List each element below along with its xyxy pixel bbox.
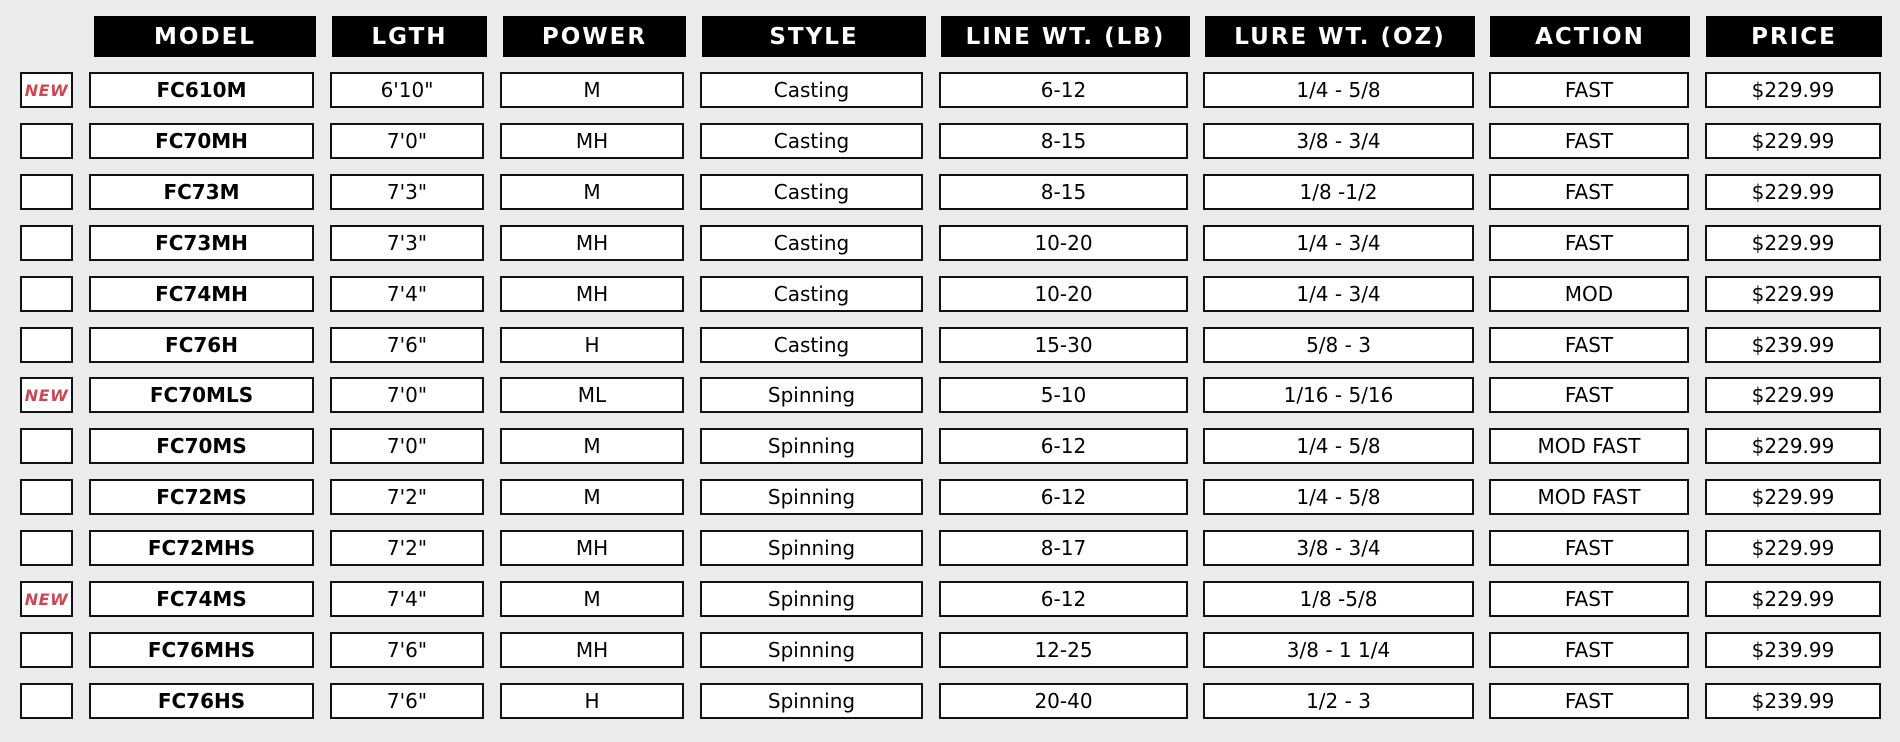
cell-action: FAST — [1489, 327, 1689, 363]
cell-power: M — [500, 479, 684, 515]
cell-model: FC72MS — [89, 479, 314, 515]
cell-price: $229.99 — [1705, 225, 1881, 261]
new-badge-cell — [20, 632, 73, 668]
cell-length: 7'2" — [330, 530, 484, 566]
column-header-model: MODEL — [94, 16, 316, 57]
cell-style: Spinning — [700, 530, 923, 566]
cell-style: Spinning — [700, 377, 923, 413]
column-header-line-wt: LINE WT. (LB) — [941, 16, 1190, 57]
cell-price: $229.99 — [1705, 479, 1881, 515]
cell-lure-wt: 3/8 - 1 1/4 — [1203, 632, 1474, 668]
cell-model: FC76MHS — [89, 632, 314, 668]
cell-price: $229.99 — [1705, 123, 1881, 159]
column-header-action: ACTION — [1490, 16, 1690, 57]
cell-power: MH — [500, 123, 684, 159]
new-badge-cell — [20, 327, 73, 363]
cell-model: FC70MH — [89, 123, 314, 159]
cell-model: FC73M — [89, 174, 314, 210]
new-badge-cell — [20, 174, 73, 210]
new-badge-cell — [20, 225, 73, 261]
cell-length: 7'2" — [330, 479, 484, 515]
cell-power: MH — [500, 632, 684, 668]
cell-line-wt: 15-30 — [939, 327, 1188, 363]
cell-line-wt: 12-25 — [939, 632, 1188, 668]
cell-action: FAST — [1489, 530, 1689, 566]
cell-line-wt: 10-20 — [939, 276, 1188, 312]
cell-action: FAST — [1489, 225, 1689, 261]
cell-style: Spinning — [700, 479, 923, 515]
column-header-price: PRICE — [1706, 16, 1882, 57]
cell-style: Spinning — [700, 428, 923, 464]
cell-price: $239.99 — [1705, 683, 1881, 719]
cell-model: FC610M — [89, 72, 314, 108]
cell-length: 7'6" — [330, 683, 484, 719]
cell-style: Casting — [700, 225, 923, 261]
cell-line-wt: 10-20 — [939, 225, 1188, 261]
cell-action: MOD — [1489, 276, 1689, 312]
cell-model: FC74MH — [89, 276, 314, 312]
cell-model: FC74MS — [89, 581, 314, 617]
cell-power: M — [500, 72, 684, 108]
cell-style: Casting — [700, 327, 923, 363]
cell-length: 7'3" — [330, 174, 484, 210]
cell-line-wt: 8-15 — [939, 123, 1188, 159]
cell-power: MH — [500, 276, 684, 312]
cell-style: Casting — [700, 72, 923, 108]
cell-style: Casting — [700, 174, 923, 210]
cell-price: $229.99 — [1705, 174, 1881, 210]
new-badge-cell — [20, 479, 73, 515]
cell-lure-wt: 1/8 -5/8 — [1203, 581, 1474, 617]
cell-length: 7'6" — [330, 632, 484, 668]
cell-line-wt: 8-17 — [939, 530, 1188, 566]
cell-price: $229.99 — [1705, 428, 1881, 464]
new-badge-cell — [20, 123, 73, 159]
new-badge-cell: NEW — [20, 377, 73, 413]
cell-lure-wt: 1/4 - 3/4 — [1203, 225, 1474, 261]
new-badge-cell: NEW — [20, 581, 73, 617]
cell-length: 7'6" — [330, 327, 484, 363]
cell-price: $229.99 — [1705, 530, 1881, 566]
cell-lure-wt: 1/2 - 3 — [1203, 683, 1474, 719]
cell-lure-wt: 1/8 -1/2 — [1203, 174, 1474, 210]
cell-price: $239.99 — [1705, 632, 1881, 668]
cell-action: FAST — [1489, 72, 1689, 108]
new-badge-cell — [20, 530, 73, 566]
cell-model: FC72MHS — [89, 530, 314, 566]
cell-action: FAST — [1489, 581, 1689, 617]
cell-length: 7'0" — [330, 428, 484, 464]
cell-power: M — [500, 428, 684, 464]
cell-price: $229.99 — [1705, 276, 1881, 312]
cell-length: 7'3" — [330, 225, 484, 261]
new-badge-cell — [20, 683, 73, 719]
cell-lure-wt: 5/8 - 3 — [1203, 327, 1474, 363]
cell-price: $229.99 — [1705, 377, 1881, 413]
cell-lure-wt: 1/4 - 5/8 — [1203, 428, 1474, 464]
cell-lure-wt: 1/4 - 5/8 — [1203, 72, 1474, 108]
cell-power: M — [500, 174, 684, 210]
cell-line-wt: 8-15 — [939, 174, 1188, 210]
cell-length: 7'4" — [330, 276, 484, 312]
cell-action: FAST — [1489, 174, 1689, 210]
cell-style: Spinning — [700, 683, 923, 719]
cell-action: FAST — [1489, 377, 1689, 413]
cell-model: FC76H — [89, 327, 314, 363]
cell-action: MOD FAST — [1489, 479, 1689, 515]
cell-line-wt: 5-10 — [939, 377, 1188, 413]
column-header-lure-wt: LURE WT. (OZ) — [1205, 16, 1475, 57]
cell-style: Spinning — [700, 581, 923, 617]
cell-length: 6'10" — [330, 72, 484, 108]
cell-lure-wt: 3/8 - 3/4 — [1203, 530, 1474, 566]
cell-lure-wt: 1/16 - 5/16 — [1203, 377, 1474, 413]
cell-line-wt: 6-12 — [939, 428, 1188, 464]
cell-length: 7'0" — [330, 377, 484, 413]
cell-lure-wt: 3/8 - 3/4 — [1203, 123, 1474, 159]
cell-price: $229.99 — [1705, 72, 1881, 108]
cell-power: MH — [500, 225, 684, 261]
cell-power: H — [500, 327, 684, 363]
cell-line-wt: 6-12 — [939, 581, 1188, 617]
cell-model: FC70MLS — [89, 377, 314, 413]
cell-line-wt: 20-40 — [939, 683, 1188, 719]
cell-model: FC73MH — [89, 225, 314, 261]
cell-style: Spinning — [700, 632, 923, 668]
new-badge-cell: NEW — [20, 72, 73, 108]
cell-line-wt: 6-12 — [939, 72, 1188, 108]
cell-style: Casting — [700, 123, 923, 159]
column-header-length: LGTH — [332, 16, 487, 57]
cell-action: FAST — [1489, 123, 1689, 159]
cell-action: MOD FAST — [1489, 428, 1689, 464]
cell-price: $229.99 — [1705, 581, 1881, 617]
new-badge-cell — [20, 276, 73, 312]
cell-length: 7'0" — [330, 123, 484, 159]
column-header-power: POWER — [503, 16, 686, 57]
cell-lure-wt: 1/4 - 5/8 — [1203, 479, 1474, 515]
cell-length: 7'4" — [330, 581, 484, 617]
column-header-style: STYLE — [702, 16, 926, 57]
cell-line-wt: 6-12 — [939, 479, 1188, 515]
cell-action: FAST — [1489, 683, 1689, 719]
cell-model: FC76HS — [89, 683, 314, 719]
cell-power: ML — [500, 377, 684, 413]
cell-style: Casting — [700, 276, 923, 312]
cell-power: MH — [500, 530, 684, 566]
cell-lure-wt: 1/4 - 3/4 — [1203, 276, 1474, 312]
cell-price: $239.99 — [1705, 327, 1881, 363]
new-badge-cell — [20, 428, 73, 464]
cell-model: FC70MS — [89, 428, 314, 464]
cell-power: M — [500, 581, 684, 617]
cell-power: H — [500, 683, 684, 719]
cell-action: FAST — [1489, 632, 1689, 668]
